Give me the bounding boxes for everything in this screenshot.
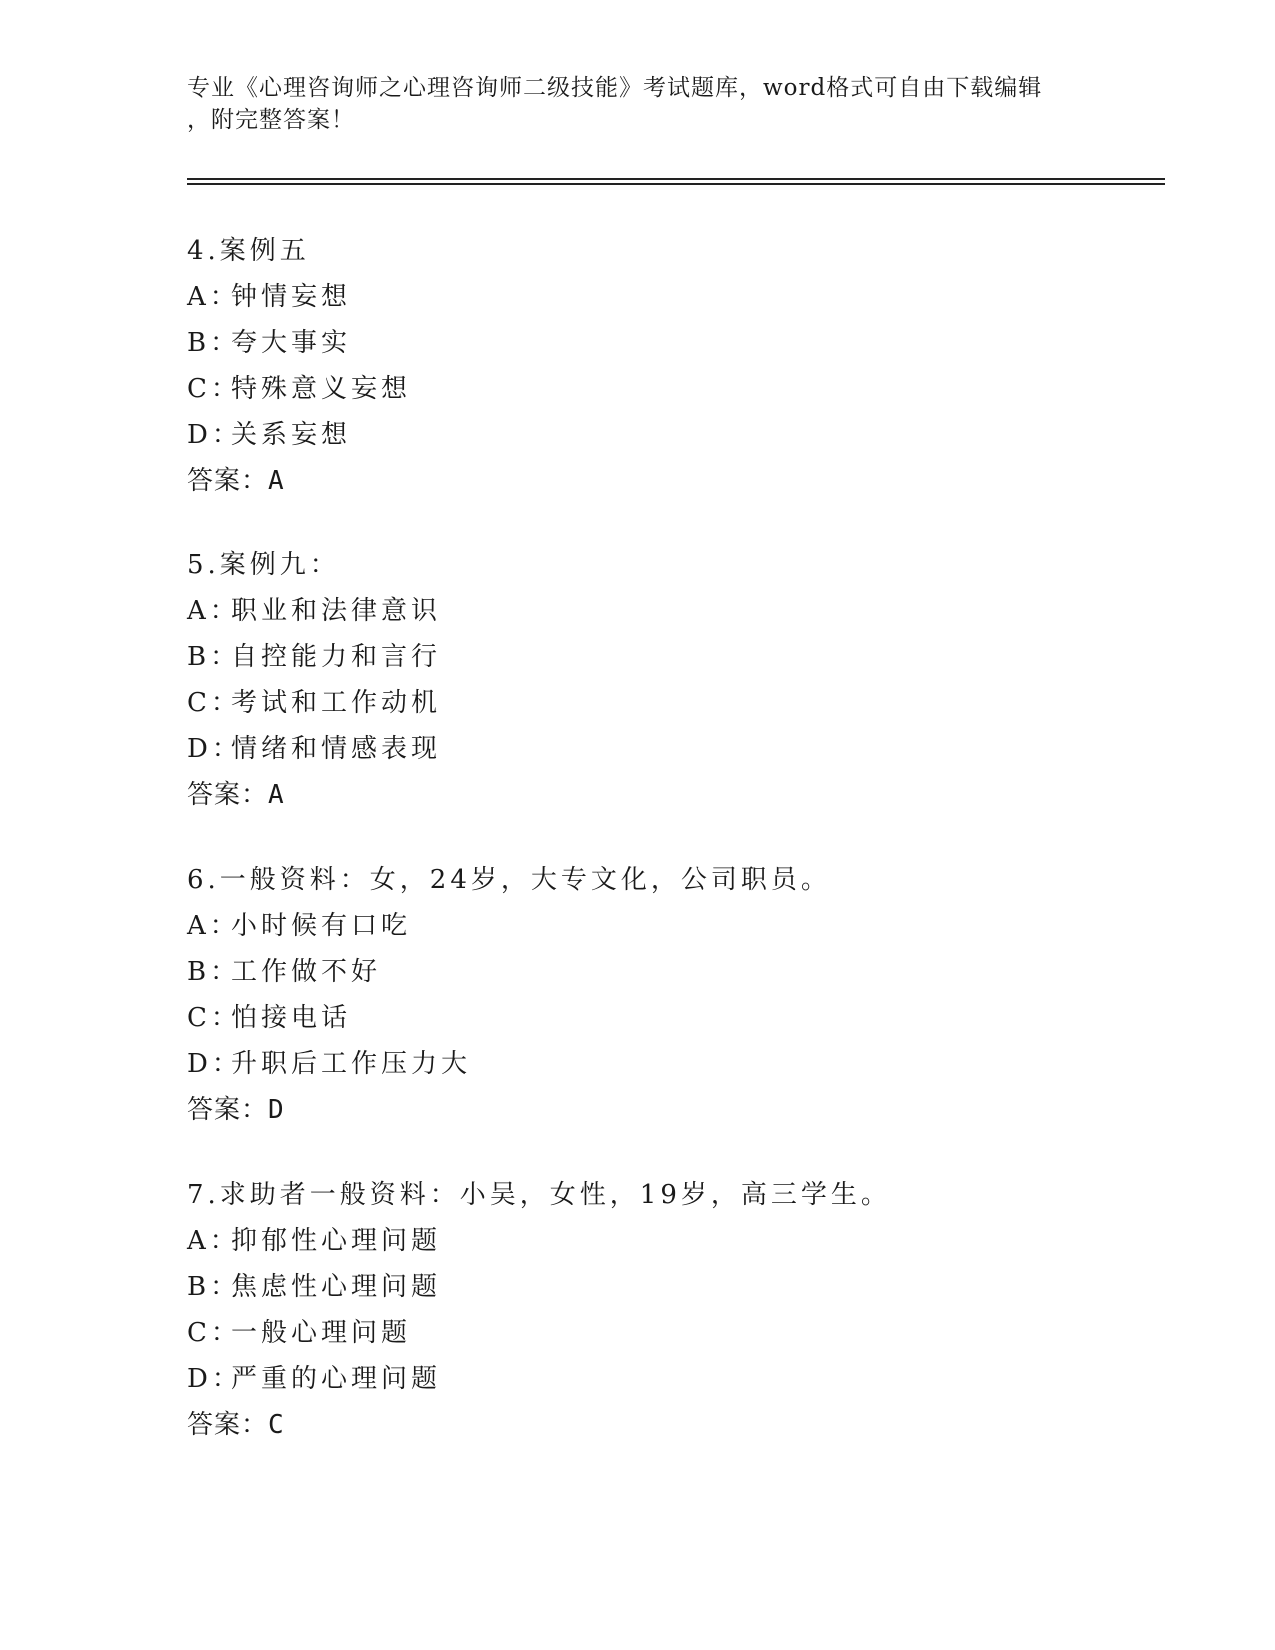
option-a [187,588,1167,634]
option-text: 自控能力和言行 [231,642,442,672]
option-text: 工作做不好 [231,957,382,987]
question-title: 6.一般资料：女，24岁，大专文化，公司职员。 [187,865,831,895]
option-text: 情绪和情感表现 [231,734,442,764]
option-letter: B： [187,328,241,358]
option-letter: D： [187,1364,242,1394]
option-letter: C： [187,1003,241,1033]
option-b [187,949,1167,995]
option-d [187,1356,1167,1402]
option-text: 小时候有口吃 [231,911,412,941]
option-d [187,1041,1167,1087]
header-divider-top [187,178,1165,180]
option-letter: D： [187,1049,242,1079]
header-line-2: ，附完整答案！ [187,107,355,133]
option-letter: A： [187,596,240,626]
question-item [187,857,1167,1133]
option-letter: D： [187,420,242,450]
option-text: 关系妄想 [231,420,352,450]
option-a [187,1218,1167,1264]
option-letter: B： [187,1272,241,1302]
question-item [187,228,1167,504]
option-text: 升职后工作压力大 [231,1049,472,1079]
option-letter: A： [187,282,240,312]
option-letter: C： [187,688,241,718]
option-a [187,274,1167,320]
option-c [187,680,1167,726]
option-text: 一般心理问题 [231,1318,412,1348]
question-title: 5.案例九： [187,550,340,580]
option-text: 钟情妄想 [231,282,352,312]
option-a [187,903,1167,949]
option-letter: C： [187,1318,241,1348]
answer-line: 答案：C [187,1410,285,1440]
option-letter: A： [187,1226,240,1256]
document-header [187,72,1087,136]
question-title: 4.案例五 [187,236,310,266]
option-letter: B： [187,957,241,987]
option-text: 特殊意义妄想 [231,374,412,404]
option-c [187,1310,1167,1356]
option-text: 考试和工作动机 [231,688,442,718]
header-divider-bottom [187,183,1165,185]
option-letter: D： [187,734,242,764]
option-text: 夸大事实 [231,328,352,358]
question-item [187,1172,1167,1448]
option-d [187,412,1167,458]
option-text: 职业和法律意识 [231,596,442,626]
header-line-1: 专业《心理咨询师之心理咨询师二级技能》考试题库，word格式可自由下载编辑 [187,75,1043,101]
option-b [187,1264,1167,1310]
answer-line: 答案：D [187,1095,285,1125]
option-text: 焦虑性心理问题 [231,1272,442,1302]
option-b [187,320,1167,366]
option-letter: B： [187,642,241,672]
option-c [187,366,1167,412]
question-title: 7.求助者一般资料：小吴，女性，19岁，高三学生。 [187,1180,891,1210]
option-text: 抑郁性心理问题 [231,1226,442,1256]
option-letter: A： [187,911,240,941]
option-d [187,726,1167,772]
option-text: 怕接电话 [231,1003,352,1033]
option-b [187,634,1167,680]
question-item [187,542,1167,818]
answer-line: 答案：A [187,780,285,810]
option-text: 严重的心理问题 [231,1364,442,1394]
answer-line: 答案：A [187,466,285,496]
option-c [187,995,1167,1041]
option-letter: C： [187,374,241,404]
